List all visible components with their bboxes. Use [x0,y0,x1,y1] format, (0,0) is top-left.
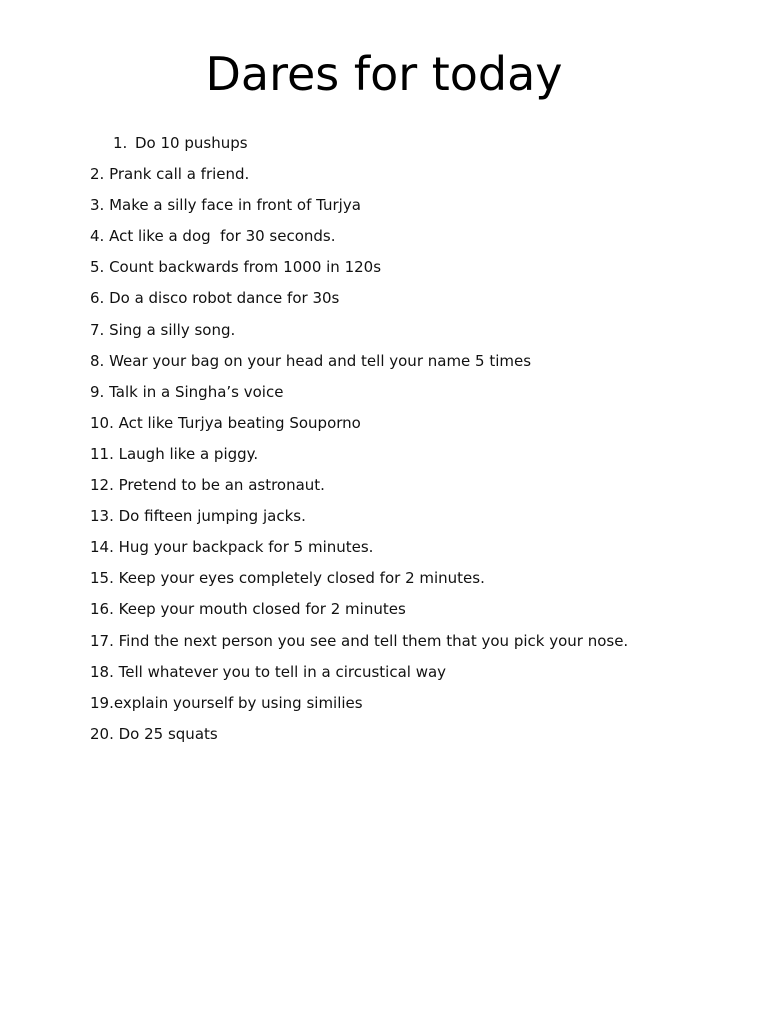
list-item: 12. Pretend to be an astronaut. [90,476,325,495]
list-item: 5. Count backwards from 1000 in 120s [90,258,382,277]
list-item: 11. Laugh like a piggy. [90,444,259,463]
list-item-text: Do 10 pushups [135,134,248,152]
list-item: 10. Act like Turjya beating Souporno [90,413,361,432]
list-item: 3. Make a silly face in front of Turjya [90,196,361,215]
list-item: 2. Prank call a friend. [90,165,250,184]
list-item-number: 1. [113,134,128,152]
list-item: 7. Sing a silly song. [90,320,236,339]
dare-list [90,128,730,750]
page-title: Dares for today [205,47,563,101]
list-item: 14. Hug your backpack for 5 minutes. [90,538,374,557]
list-item: 9. Talk in a Singha’s voice [90,382,284,401]
list-item: 17. Find the next person you see and tell them that you pick your nose. [90,631,629,650]
list-item: 4. Act like a dog for 30 seconds. [90,227,336,246]
list-item: 19.explain yourself by using similies [90,693,363,712]
list-item: 16. Keep your mouth closed for 2 minutes [90,600,406,619]
list-item: 8. Wear your bag on your head and tell your name 5 times [90,351,532,370]
list-item: 13. Do fifteen jumping jacks. [90,507,306,526]
list-item [90,128,730,159]
list-item: 18. Tell whatever you to tell in a circustical way [90,662,447,681]
list-item: 6. Do a disco robot dance for 30s [90,289,340,308]
list-item: 20. Do 25 squats [90,724,218,743]
list-item: 15. Keep your eyes completely closed for 2 minutes. [90,569,485,588]
